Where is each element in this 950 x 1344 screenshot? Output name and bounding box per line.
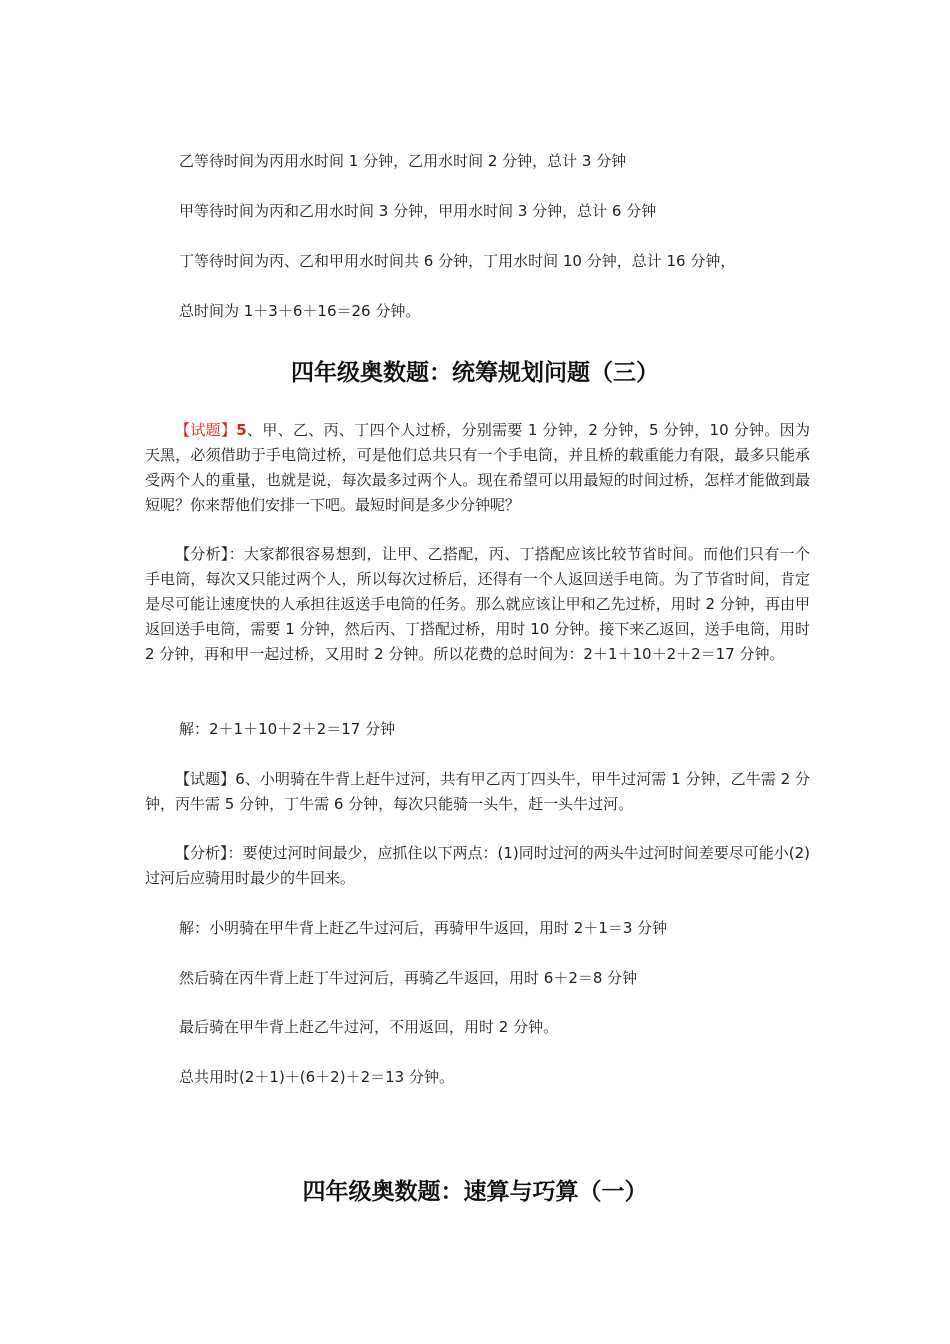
question-5-text: 、甲、乙、丙、丁四个人过桥，分别需要 1 分钟，2 分钟，5 分钟，10 分钟。因为天黑，必须借助于手电筒过桥，可是他们总共只有一个手电筒，并且桥的载重能力有限，最多只能承受两个人的重量，也就是说，每次最多过两个人。现在希望可以用最短的时间过桥，怎样才能做到最短呢？你来帮他们安排一下吧。最短时间是多少分钟呢？ — [145, 421, 810, 514]
analysis-6-text: ：要使过河时间最少，应抓住以下两点：(1)同时过河的两头牛过河时间差要尽可能小(2)过河后应骑用时最少的牛回来。 — [145, 844, 811, 887]
analysis-5-tag: 【分析】 — [175, 545, 229, 563]
text-line-wait-ding: 丁等待时间为丙、乙和甲用水时间共 6 分钟，丁用水时间 10 分钟，总计 16 分钟， — [179, 252, 736, 270]
section-heading-quick-calc: 四年级奥数题：速算与巧算（一） — [302, 1178, 648, 1205]
analysis-5-paragraph — [145, 542, 810, 667]
solution-5-line: 解：2＋1＋10＋2＋2＝17 分钟 — [179, 720, 396, 738]
solution-6-line-3: 最后骑在甲牛背上赶乙牛过河，不用返回，用时 2 分钟。 — [179, 1018, 559, 1036]
question-6-paragraph — [145, 767, 810, 817]
analysis-6-paragraph — [145, 841, 810, 891]
section-heading-planning: 四年级奥数题：统筹规划问题（三） — [291, 359, 659, 386]
question-5-paragraph — [145, 418, 810, 518]
analysis-6-tag: 【分析】 — [175, 844, 228, 862]
text-line-total-time: 总时间为 1＋3＋6＋16＝26 分钟。 — [179, 302, 421, 320]
question-6-text: 6、小明骑在牛背上赶牛过河，共有甲乙丙丁四头牛，甲牛过河需 1 分钟，乙牛需 2 分钟，丙牛需 5 分钟，丁牛需 6 分钟，每次只能骑一头牛，赶一头牛过河。 — [145, 770, 810, 813]
text-line-wait-jia: 甲等待时间为丙和乙用水时间 3 分钟，甲用水时间 3 分钟，总计 6 分钟 — [179, 202, 657, 220]
solution-6-line-2: 然后骑在丙牛背上赶丁牛过河后，再骑乙牛返回，用时 6＋2＝8 分钟 — [179, 969, 638, 987]
analysis-5-text: ：大家都很容易想到，让甲、乙搭配，丙、丁搭配应该比较节省时间。而他们只有一个手电筒，每次又只能过两个人，所以每次过桥后，还得有一个人返回送手电筒。为了节省时间，肯定是尽可能让速度快的人承担往返送手电筒的任务。那么就应该让甲和乙先过桥，用时 2 分钟，再由甲返回送手电筒，需要 1 分钟，然后丙、丁搭配过桥，用时 10 分钟。接下来乙返回，送手电筒，用时 2 分钟，再和甲一起过桥，又用时 2 分钟。所以花费的总时间为：2＋1＋10＋2＋2＝17 分钟。 — [145, 545, 810, 663]
question-6-tag: 【试题】 — [175, 770, 236, 788]
question-5-number: 5 — [236, 421, 247, 439]
solution-6-line-1: 解：小明骑在甲牛背上赶乙牛过河后，再骑甲牛返回，用时 2＋1＝3 分钟 — [179, 919, 668, 937]
solution-6-line-4: 总共用时(2＋1)＋(6＋2)＋2＝13 分钟。 — [179, 1068, 454, 1086]
text-line-wait-yi: 乙等待时间为丙用水时间 1 分钟，乙用水时间 2 分钟，总计 3 分钟 — [179, 152, 627, 170]
question-5-tag: 【试题】 — [175, 421, 237, 439]
